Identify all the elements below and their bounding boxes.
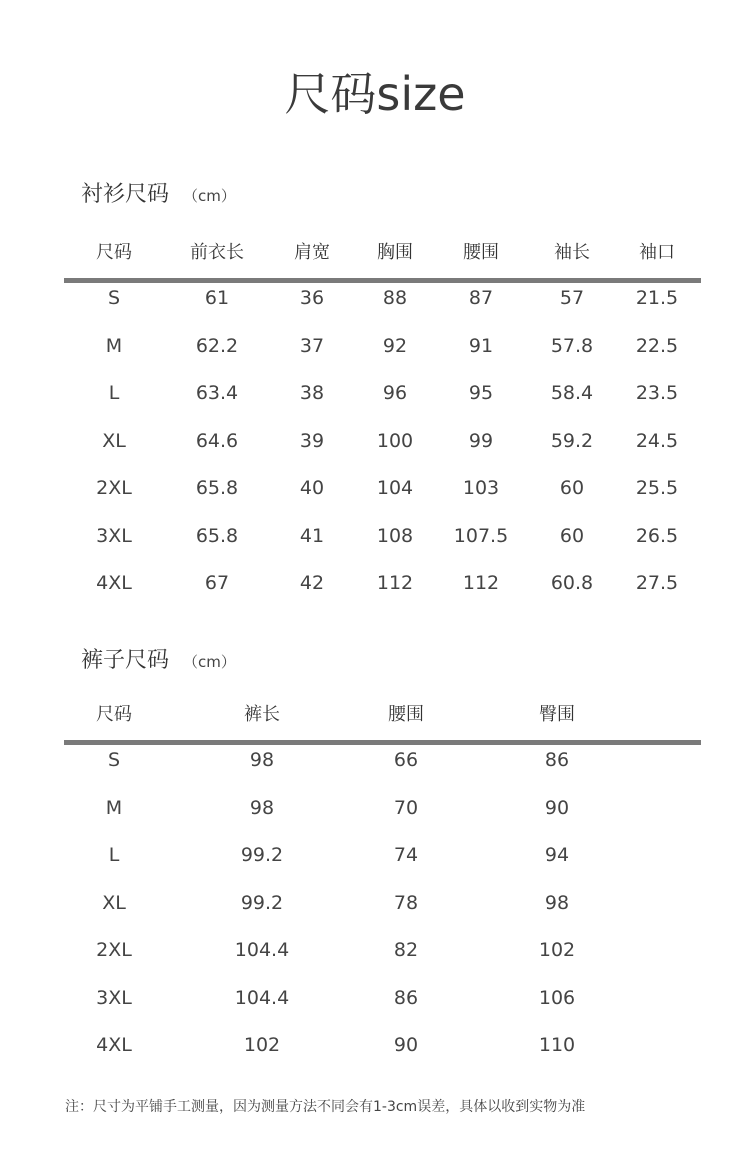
shirt-table-cell: 100 <box>376 429 414 452</box>
shirt-table-cell: 22.5 <box>635 334 679 357</box>
pants-header-cell: 裤长 <box>244 704 280 725</box>
shirt-table-cell: 58.4 <box>550 382 594 404</box>
shirt-table-cell: 57 <box>559 287 585 309</box>
page-title: 尺码size <box>284 67 466 121</box>
shirt-table-cell: 40 <box>299 477 325 499</box>
pants-table-cell: 102 <box>538 939 576 961</box>
shirt-table-cell: 112 <box>462 572 500 594</box>
pants-header-cell: 臀围 <box>539 704 575 725</box>
pants-table-cell: 74 <box>393 844 419 866</box>
shirt-table-cell: 42 <box>299 572 325 594</box>
pants-table-cell: 3XL <box>96 986 132 1009</box>
shirt-table-cell: 104 <box>376 477 414 499</box>
shirt-table-cell: 21.5 <box>635 287 679 309</box>
shirt-table-cell: 62.2 <box>195 334 239 357</box>
shirt-table-cell: 27.5 <box>635 572 679 594</box>
pants-table-row <box>64 745 701 793</box>
pants-table-cell: 104.4 <box>234 986 290 1009</box>
shirt-table-cell: 36 <box>299 287 325 309</box>
shirt-table-cell: L <box>108 382 120 404</box>
shirt-table-cell: 96 <box>382 382 408 404</box>
pants-section-label: 裤子尺码 <box>81 648 170 673</box>
shirt-header-cell: 袖口 <box>639 242 675 263</box>
shirt-table-cell: 108 <box>376 524 414 547</box>
shirt-table-cell: 37 <box>299 334 325 357</box>
shirt-table-row <box>64 378 701 426</box>
pants-table-row <box>64 1030 701 1078</box>
shirt-table-cell: 63.4 <box>195 382 239 404</box>
shirt-table-cell: 65.8 <box>195 524 239 547</box>
pants-table-cell: 110 <box>538 1034 576 1056</box>
pants-table-cell: 98 <box>544 891 570 914</box>
shirt-table-row <box>64 473 701 521</box>
shirt-size-table <box>64 234 701 616</box>
pants-table-cell: L <box>108 844 120 866</box>
shirt-table-cell: 88 <box>382 287 408 309</box>
shirt-table-cell: 41 <box>299 524 325 547</box>
pants-table-cell: 90 <box>544 796 570 819</box>
shirt-table-cell: 2XL <box>96 477 132 499</box>
pants-table-cell: 99.2 <box>240 891 284 914</box>
shirt-header-cell: 腰围 <box>463 242 499 263</box>
pants-section-title <box>81 646 236 677</box>
pants-table-cell: 4XL <box>96 1034 132 1056</box>
shirt-table-cell: 95 <box>468 382 494 404</box>
shirt-table-cell: 23.5 <box>635 382 679 404</box>
pants-table-cell: 104.4 <box>234 939 290 961</box>
shirt-table-cell: 103 <box>462 477 500 499</box>
pants-table-row <box>64 888 701 936</box>
pants-table-cell: 99.2 <box>240 844 284 866</box>
shirt-table-cell: 107.5 <box>453 524 509 547</box>
shirt-table-cell: M <box>105 334 123 357</box>
pants-table-cell: 86 <box>393 986 419 1009</box>
pants-table-cell: 86 <box>544 749 570 771</box>
shirt-table-cell: 99 <box>468 429 494 452</box>
shirt-table-cell: 39 <box>299 429 325 452</box>
shirt-table-row <box>64 331 701 379</box>
pants-table-cell: XL <box>102 891 126 914</box>
shirt-table-cell: S <box>107 287 121 309</box>
pants-table-cell: 106 <box>538 986 576 1009</box>
shirt-table-cell: 59.2 <box>550 429 594 452</box>
pants-header-cell: 尺码 <box>96 704 132 725</box>
shirt-table-cell: 91 <box>468 334 494 357</box>
shirt-table-cell: 65.8 <box>195 477 239 499</box>
pants-table-cell: 98 <box>249 749 275 771</box>
shirt-header-cell: 尺码 <box>96 242 132 263</box>
shirt-header-cell: 肩宽 <box>294 242 330 263</box>
shirt-table-cell: 92 <box>382 334 408 357</box>
pants-table-row <box>64 983 701 1031</box>
pants-size-table <box>64 696 701 1078</box>
pants-table-header <box>64 696 701 745</box>
pants-table-cell: 90 <box>393 1034 419 1056</box>
shirt-unit-label: （cm） <box>183 187 236 205</box>
pants-table-cell: 2XL <box>96 939 132 961</box>
pants-table-row <box>64 935 701 983</box>
shirt-table-header <box>64 234 701 283</box>
pants-table-cell: S <box>107 749 121 771</box>
shirt-table-cell: 87 <box>468 287 494 309</box>
pants-table-cell: 78 <box>393 891 419 914</box>
shirt-table-cell: 60.8 <box>550 572 594 594</box>
shirt-table-row <box>64 426 701 474</box>
shirt-table-cell: 112 <box>376 572 414 594</box>
pants-table-cell: 82 <box>393 939 419 961</box>
shirt-table-row <box>64 568 701 616</box>
shirt-section-label: 衬衫尺码 <box>81 182 170 207</box>
pants-table-cell: 94 <box>544 844 570 866</box>
shirt-table-cell: 67 <box>204 572 230 594</box>
shirt-table-cell: XL <box>102 429 126 452</box>
shirt-table-cell: 4XL <box>96 572 132 594</box>
shirt-table-row <box>64 283 701 331</box>
pants-table-row <box>64 840 701 888</box>
pants-table-cell: 102 <box>243 1034 281 1056</box>
shirt-table-cell: 26.5 <box>635 524 679 547</box>
shirt-table-row <box>64 521 701 569</box>
shirt-table-cell: 61 <box>204 287 230 309</box>
shirt-header-cell: 胸围 <box>377 242 413 263</box>
shirt-table-cell: 3XL <box>96 524 132 547</box>
shirt-table-cell: 24.5 <box>635 429 679 452</box>
shirt-header-cell: 前衣长 <box>190 242 244 263</box>
pants-unit-label: （cm） <box>183 653 236 671</box>
shirt-header-cell: 袖长 <box>554 242 590 263</box>
shirt-section-title <box>81 180 236 211</box>
shirt-table-cell: 64.6 <box>195 429 239 452</box>
pants-table-cell: 98 <box>249 796 275 819</box>
footnote: 注：尺寸为平铺手工测量，因为测量方法不同会有1-3cm误差，具体以收到实物为准 <box>65 1099 586 1115</box>
shirt-table-cell: 57.8 <box>550 334 594 357</box>
pants-header-cell: 腰围 <box>388 704 424 725</box>
pants-table-cell: 66 <box>393 749 419 771</box>
pants-table-cell: M <box>105 796 123 819</box>
shirt-table-cell: 25.5 <box>635 477 679 499</box>
shirt-table-cell: 60 <box>559 477 585 499</box>
shirt-table-cell: 38 <box>299 382 325 404</box>
shirt-table-cell: 60 <box>559 524 585 547</box>
pants-table-row <box>64 793 701 841</box>
pants-table-cell: 70 <box>393 796 419 819</box>
